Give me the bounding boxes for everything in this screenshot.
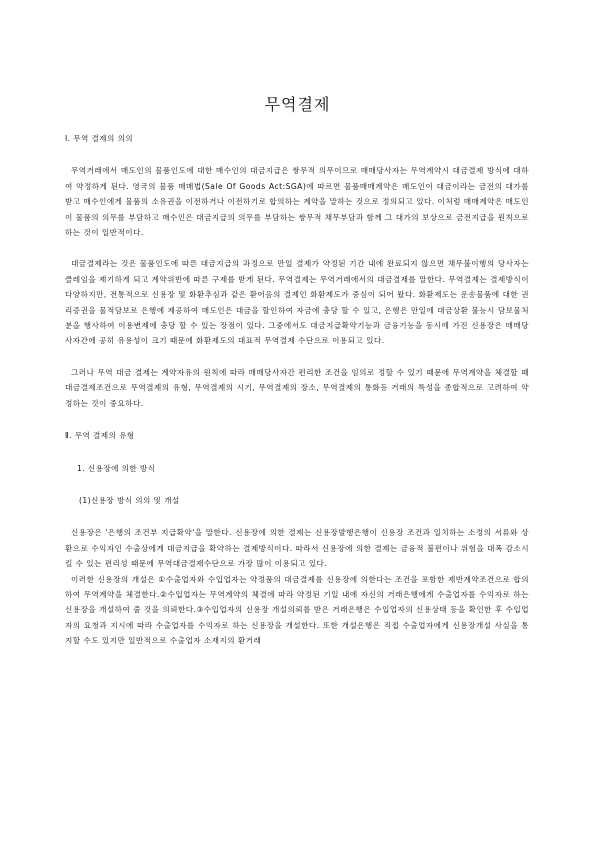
section-2-subheading: 1. 신용장에 의한 방식 bbox=[77, 463, 156, 473]
section-2-heading: Ⅱ. 무역 결제의 유형 bbox=[65, 431, 135, 441]
section-1-paragraph-3: 그러나 무역 대금 결제는 계약자유의 원칙에 따라 매매당사자간 편리한 조건을 임의로 정할 수 있기 때문에 무역계약을 체결할 때 대금결제조건으로 무역결제의 유형, 무역결제의 시기, 무역결제의 장소, 무역결제의 통화등 거래의 특성을 종합적으로 고려하여 약정하는 것이 중요하다. bbox=[65, 367, 529, 408]
section-2-paragraph-2: 이러한 신용장의 개설은 ①수출업자와 수입업자는 약정품의 대금결제를 신용장에 의한다는 조건을 포함한 제반계약조건으로 합의하여 무역계약을 체결한다.②수입업자는 무역계약의 체결에 따라 약정된 기일 내에 자신의 거래은행에게 수출업자를 수익자로 하는 신용장을 개설하여 줄 것을 의뢰한다.③수입업자의 신용장 개설의뢰를 받은 거래은행은 수입업자의 신용상태 등을 확인한 후 수입업자의 요청과 지시에 따라 수출업자를 수익자로 하는 신용장을 개설한다. 또한 개설은행은 직접 수출업자에게 신용장개설 사실을 통지할 수도 있지만 일반적으로 수출업자 소재지의 환거래 bbox=[65, 574, 529, 646]
section-2-paragraph-1: 신용장은 '은행의 조건부 지급확약'을 말한다. 신용장에 의한 결제는 신용장발행은행이 신용장 조건과 일치하는 소정의 서류와 상환으로 수익자인 수출상에게 대금지급을 확약하는 결제방식이다. 따라서 신용장에 의한 결제는 금융적 불편이나 위험을 대폭 감소시킬 수 있는 편리성 때문에 무역대금결제수단으로 가장 많이 이용되고 있다. bbox=[65, 528, 529, 569]
section-1-paragraph-2: 대금결제라는 것은 물품인도에 따른 대금지급의 과정으로 만일 결제가 약정된 기간 내에 완료되지 않으면 채무불이행의 당사자는 클레임을 제기하게 되고 계약위반에 따른 구제를 받게 된다. 무역결제는 무역거래에서의 대금결제를 말한다. 무역결제는 결제방식이 다양하지만, 전통적으로 신용장 및 화환추심과 같은 환어음의 결제인 화환제도가 중심이 되어 왔다. 화환제도는 운송물품에 대한 권리증권을 물적담보로 은행에 제공하여 매도인은 대금을 할인하여 자금에 충당 할 수 있고, 은행은 만일에 대금상환 불능시 담보물처분을 행사하여 이용변제에 충당 할 수 있는 장점이 있다. 그중에서도 대금지급확약기능과 금융기능을 동시에 가진 신용장은 매매당사자간에 공히 유용성이 크기 때문에 화환제도의 대표적 무역결제 수단으로 이용되고 있다. bbox=[65, 259, 529, 346]
section-1-heading: Ⅰ. 무역 결제의 의의 bbox=[65, 134, 134, 143]
document-title: 무역결제 bbox=[264, 95, 331, 114]
section-1-paragraph-1: 무역거래에서 매도인의 물품인도에 대한 매수인의 대금지급은 쌍무적 의무이므로 매매당사자는 무역계약시 대금결제 방식에 대하여 약정하게 된다. 영국의 물품 매매법(Sale Of Goods Act:SGA)에 따르면 물품매매계약은 매도인이 대금이라는 금전의 대가를 받고 매수인에게 물품의 소유권을 이전하거나 이전하기로 합의하는 계약을 말하는 것으로 정의되고 있다. 이처럼 매매계약은 매도인이 물품의 의무를 부담하고 매수인은 대금지급의 의무를 부담하는 쌍무적 채무부담과 함께 그 대가의 보상으로 금전지급을 원칙으로 하는 것이 일반적이다. bbox=[65, 166, 529, 238]
document-body bbox=[65, 131, 529, 649]
section-2-subsubheading: (1)신용장 방식 의의 및 개설 bbox=[79, 495, 180, 505]
